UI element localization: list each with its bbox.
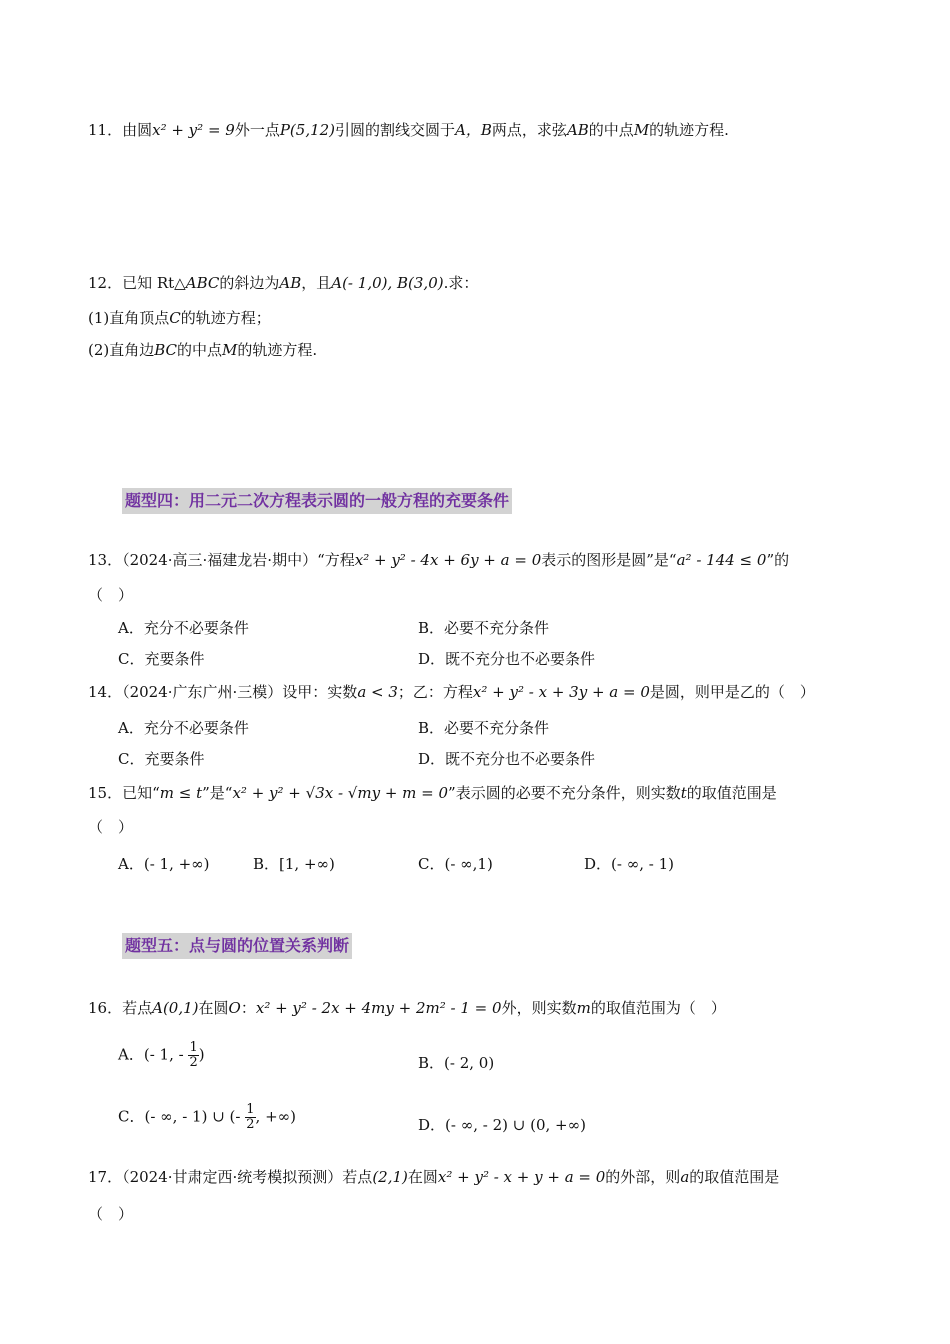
- option-d[interactable]: [584, 853, 674, 875]
- option-label: B．: [253, 855, 280, 873]
- text: 若点: [122, 999, 153, 1017]
- question-13: [88, 549, 789, 571]
- option-value: (- 1, -: [143, 1045, 184, 1064]
- text: 表示的图形是圆”是“: [541, 551, 677, 569]
- text: 的外部，则: [605, 1168, 681, 1186]
- section-heading-4: 题型四：用二元二次方程表示圆的一般方程的充要条件: [122, 488, 512, 514]
- option-b[interactable]: B．必要不充分条件: [418, 719, 550, 737]
- option-b[interactable]: B．必要不充分条件: [418, 619, 550, 637]
- question-number: 16．: [88, 999, 123, 1017]
- equation: x² + y² - x + 3y + a = 0: [472, 683, 650, 701]
- text: 由圆: [122, 121, 153, 139]
- question-16: [88, 997, 726, 1019]
- equation: x² + y² - x + y + a = 0: [437, 1168, 606, 1186]
- text: (2)直角边: [88, 341, 155, 359]
- question-number: 17．: [88, 1168, 123, 1186]
- variable-a: a: [680, 1168, 690, 1186]
- text: 的轨迹方程.: [649, 121, 729, 139]
- option-label: D．: [584, 855, 612, 873]
- text: 已知“: [122, 784, 160, 802]
- text: （2024·高三·福建龙岩·期中）“方程: [122, 551, 355, 569]
- text: 的中点: [177, 341, 223, 359]
- text: 外一点: [234, 121, 280, 139]
- question-number: 13．: [88, 551, 123, 569]
- option-value: (- ∞,1): [444, 855, 493, 873]
- answer-paren: （ ）: [88, 586, 134, 604]
- chord-ab: AB: [566, 121, 589, 139]
- question-12-part-2: [88, 339, 317, 361]
- option-c[interactable]: C．充要条件: [118, 750, 205, 768]
- variable-t: t: [680, 784, 687, 802]
- option-b[interactable]: [253, 853, 335, 875]
- side-bc: BC: [154, 341, 178, 359]
- option-label: D．: [418, 1116, 446, 1134]
- point-m: M: [633, 121, 650, 139]
- points-ab: A，B: [455, 121, 492, 139]
- point: (2,1): [372, 1168, 408, 1186]
- text: 的轨迹方程.: [237, 341, 318, 359]
- hypotenuse-ab: AB: [279, 274, 302, 292]
- fraction: $\frac{1}{2}$: [246, 1102, 255, 1132]
- text: 外，则实数: [501, 999, 577, 1017]
- text: 的取值范围是: [686, 784, 777, 802]
- equation: x² + y² + √3x - √my + m = 0: [232, 784, 449, 802]
- text: 两点，求弦: [491, 121, 567, 139]
- answer-paren: （ ）: [88, 1205, 134, 1223]
- text: 在圆: [198, 999, 229, 1017]
- question-12: [88, 272, 478, 294]
- text: ”是“: [202, 784, 233, 802]
- text: ，且: [301, 274, 332, 292]
- question-number: 12．: [88, 274, 123, 292]
- text: 引圆的割线交圆于: [335, 121, 456, 139]
- option-d[interactable]: D．既不充分也不必要条件: [418, 650, 596, 668]
- text: 的斜边为: [219, 274, 280, 292]
- option-a[interactable]: [118, 1041, 205, 1070]
- text: 是圆，则甲是乙的（ ）: [649, 683, 815, 701]
- vertex-c: C: [169, 309, 181, 327]
- option-label: C．: [118, 1107, 145, 1126]
- midpoint-m: M: [222, 341, 238, 359]
- fraction: $\frac{1}{2}$: [189, 1040, 198, 1070]
- text: （2024·广东广州·三模）设甲：实数: [122, 683, 358, 701]
- text: （2024·甘肃定西·统考模拟预测）若点: [122, 1168, 373, 1186]
- question-15: [88, 782, 777, 804]
- equation: x² + y² - 2x + 4my + 2m² - 1 = 0: [255, 999, 502, 1017]
- question-number: 11．: [88, 121, 123, 139]
- condition: a < 3: [357, 683, 398, 701]
- question-number: 15．: [88, 784, 123, 802]
- option-value-end: , +∞): [255, 1107, 296, 1126]
- circle-equation: x² + y² = 9: [152, 121, 235, 139]
- text: 已知 Rt△: [122, 274, 186, 292]
- option-b[interactable]: [418, 1052, 494, 1074]
- option-c[interactable]: [118, 1103, 296, 1132]
- points-ab: A(- 1,0), B(3,0): [331, 274, 444, 292]
- text: 的轨迹方程；: [180, 309, 271, 327]
- option-value: (- 1, +∞): [143, 855, 210, 873]
- text: 的中点: [588, 121, 634, 139]
- text: ”的: [766, 551, 790, 569]
- option-a[interactable]: A．充分不必要条件: [118, 619, 249, 637]
- point-p: P(5,12): [279, 121, 336, 139]
- option-label: C．: [418, 855, 445, 873]
- answer-paren: （ ）: [88, 818, 134, 836]
- condition: m ≤ t: [159, 784, 203, 802]
- question-17: [88, 1166, 779, 1188]
- text: ；乙：方程: [397, 683, 473, 701]
- option-label: A．: [118, 1045, 144, 1064]
- option-value: (- ∞, - 1): [611, 855, 674, 873]
- text: 的取值范围是: [689, 1168, 780, 1186]
- option-d[interactable]: [418, 1114, 586, 1136]
- option-value: [1, +∞): [279, 855, 335, 873]
- section-heading-5: 题型五：点与圆的位置关系判断: [122, 933, 352, 959]
- point-a: A(0,1): [152, 999, 199, 1017]
- option-value: (- ∞, - 1) ∪ (-: [144, 1107, 241, 1126]
- question-14: [88, 681, 815, 703]
- option-c[interactable]: C．充要条件: [118, 650, 205, 668]
- question-11: [88, 119, 729, 141]
- variable-m: m: [576, 999, 591, 1017]
- text: 在圆: [407, 1168, 438, 1186]
- option-label: B．: [418, 1054, 445, 1072]
- condition: a² - 144 ≤ 0: [676, 551, 767, 569]
- text: ：: [240, 999, 256, 1017]
- equation: x² + y² - 4x + 6y + a = 0: [354, 551, 542, 569]
- option-c[interactable]: [418, 853, 493, 875]
- question-12-part-1: [88, 307, 271, 329]
- option-value: (- 2, 0): [444, 1054, 495, 1072]
- text: 的取值范围为（ ）: [590, 999, 726, 1017]
- text: .求：: [443, 274, 479, 292]
- circle-o: O: [228, 999, 241, 1017]
- option-value: (- ∞, - 2) ∪ (0, +∞): [445, 1116, 586, 1134]
- triangle-abc: ABC: [185, 274, 220, 292]
- option-value-end: ): [198, 1045, 205, 1064]
- text: (1)直角顶点: [88, 309, 170, 327]
- option-a[interactable]: A．充分不必要条件: [118, 719, 249, 737]
- option-label: A．: [118, 855, 144, 873]
- option-d[interactable]: D．既不充分也不必要条件: [418, 750, 596, 768]
- text: ”表示圆的必要不充分条件，则实数: [448, 784, 681, 802]
- option-a[interactable]: [118, 853, 210, 875]
- question-number: 14．: [88, 683, 123, 701]
